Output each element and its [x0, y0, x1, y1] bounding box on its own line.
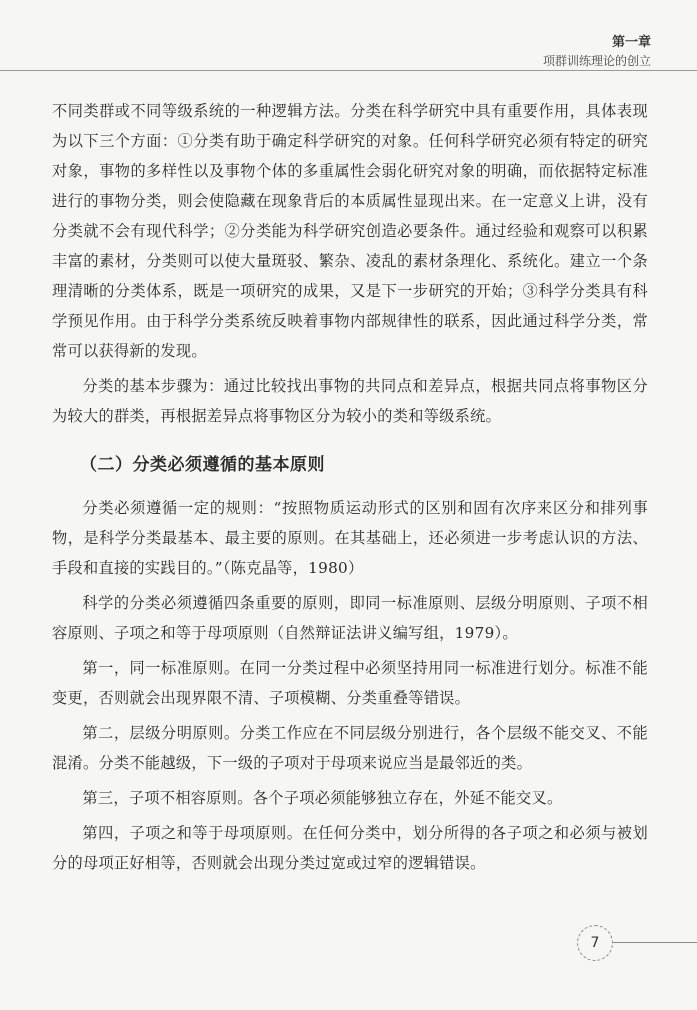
- paragraph: 分类的基本步骤为：通过比较找出事物的共同点和差异点，根据共同点将事物区分为较大的群类，再根据差异点将事物区分为较小的类和等级系统。: [52, 377, 648, 425]
- paragraph: 第一，同一标准原则。在同一分类过程中必须坚持用同一标准进行划分。标准不能变更，否则就会出现界限不清、子项模糊、分类重叠等错误。: [52, 659, 648, 707]
- paragraph: 不同类群或不同等级系统的一种逻辑方法。分类在科学研究中具有重要作用，具体表现为以下三个方面：①分类有助于确定科学研究的对象。任何科学研究必须有特定的研究对象，事物的多样性以及事物个体的多重属性会弱化研究对象的明确，而依据特定标准进行的事物分类，则会使隐藏在现象背后的本质属性显现出来。在一定意义上讲，没有分类就不会有现代科学；②分类能为科学研究创造必要条件。通过经验和观察可以积累丰富的素材，分类则可以使大量斑驳、繁杂、凌乱的素材条理化、系统化。建立一个条理清晰的分类体系，既是一项研究的成果，又是下一步研究的开始；③科学分类具有科学预见作用。由于科学分类系统反映着事物内部规律性的联系，因此通过科学分类，常常可以获得新的发现。: [52, 102, 648, 360]
- paragraph: 分类必须遵循一定的规则：“按照物质运动形式的区别和固有次序来区分和排列事物，是科学分类最基本、最主要的原则。在其基础上，还必须进一步考虑认识的方法、手段和直接的实践目的。”（陈克晶等，1980）: [52, 499, 648, 577]
- page-body: [52, 96, 648, 878]
- paragraph: 科学的分类必须遵循四条重要的原则，即同一标准原则、层级分明原则、子项不相容原则、子项之和等于母项原则（自然辩证法讲义编写组，1979）。: [52, 594, 648, 642]
- chapter-label: 第一章: [611, 35, 651, 50]
- page-number-block: [577, 925, 697, 965]
- page-number: 7: [577, 925, 613, 961]
- chapter-subtitle: 项群训练理论的创立: [542, 54, 651, 68]
- section-heading: （二）分类必须遵循的基本原则: [80, 455, 325, 475]
- running-header: [543, 31, 651, 69]
- paragraph: 第三，子项不相容原则。各个子项必须能够独立存在，外延不能交叉。: [82, 789, 563, 807]
- page-number-rule: [613, 942, 697, 943]
- paragraph: 第二，层级分明原则。分类工作应在不同层级分别进行，各个层级不能交叉、不能混淆。分类不能越级，下一级的子项对于母项来说应当是最邻近的类。: [52, 724, 648, 772]
- header-divider: [0, 70, 697, 71]
- paragraph: 第四，子项之和等于母项原则。在任何分类中，划分所得的各子项之和必须与被划分的母项正好相等，否则就会出现分类过宽或过窄的逻辑错误。: [52, 824, 648, 872]
